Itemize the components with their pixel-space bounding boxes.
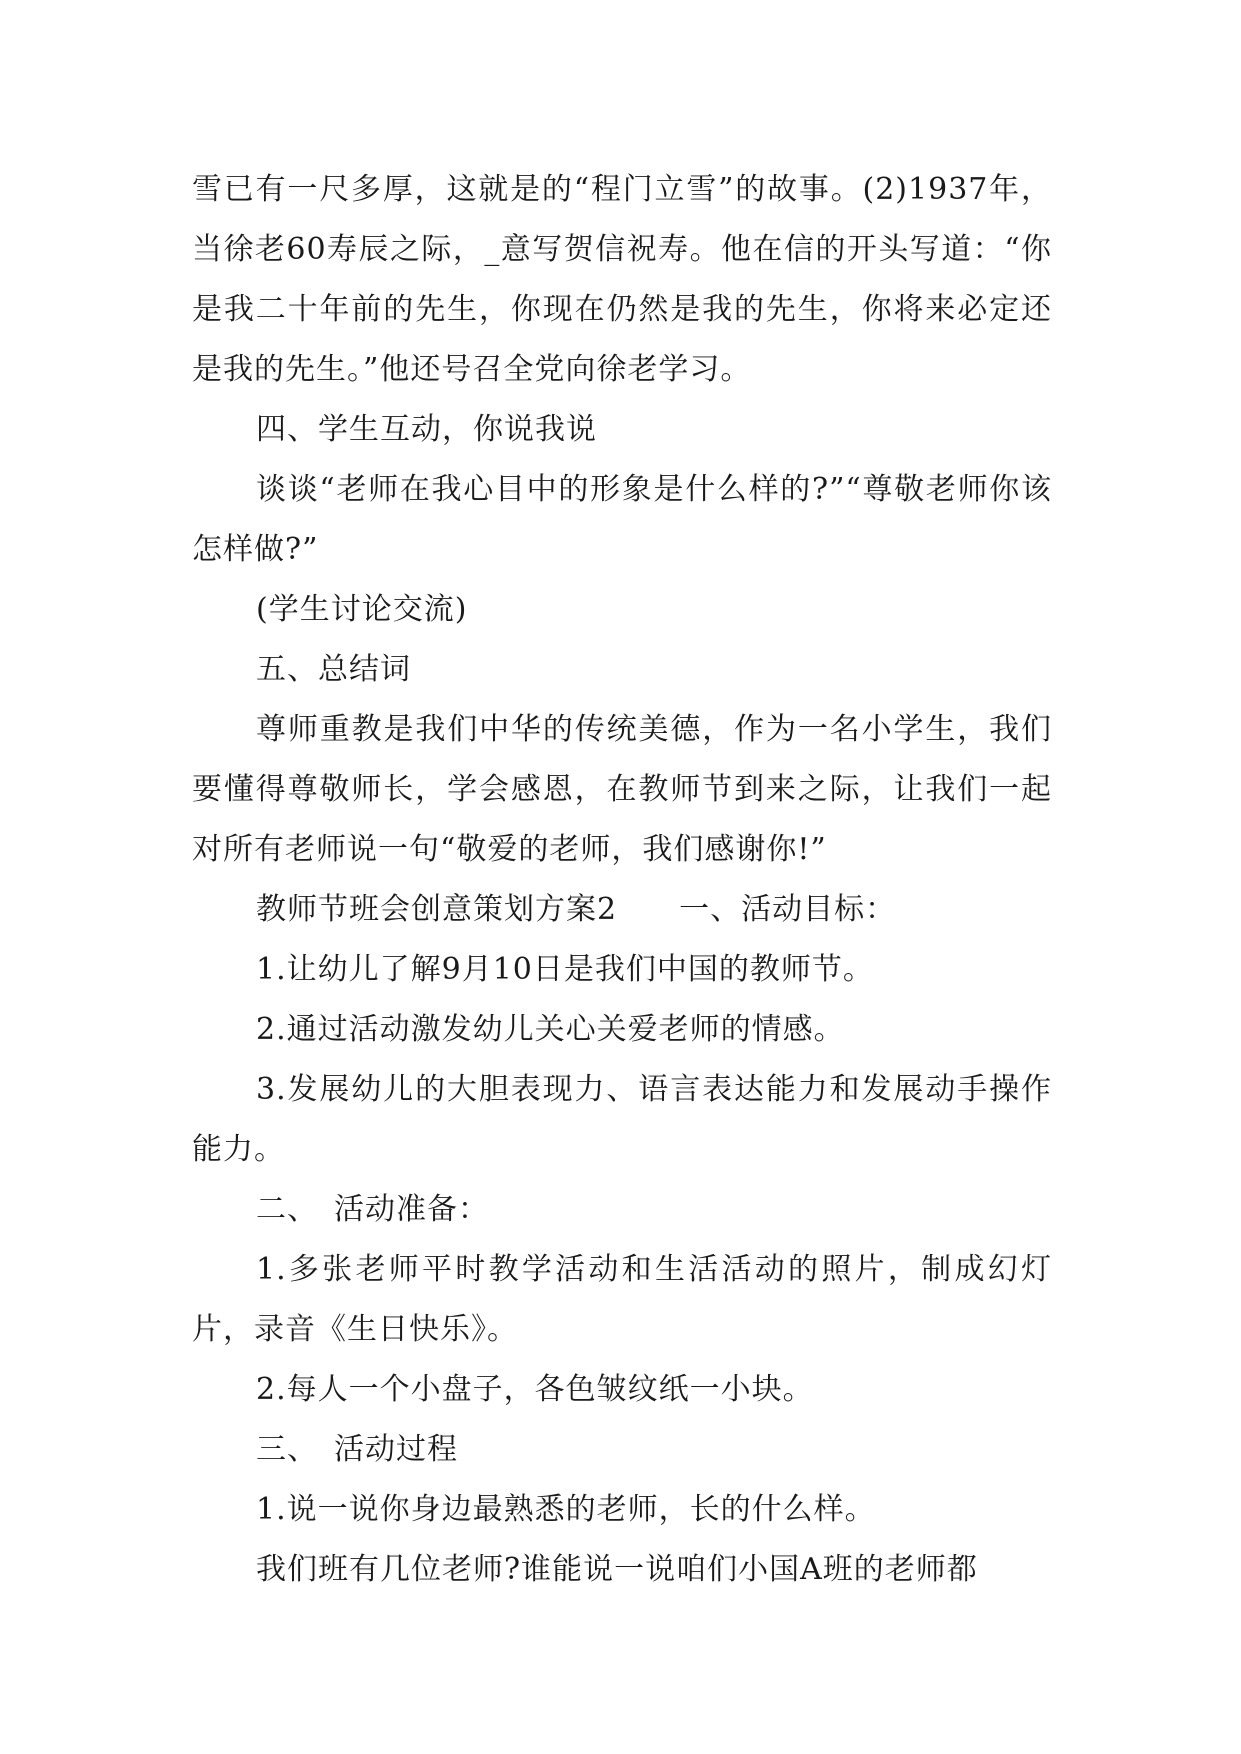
preparation-item-1: 1.多张老师平时教学活动和生活活动的照片，制成幻灯片，录音《生日快乐》。: [192, 1252, 1052, 1347]
goal-item-1: 1.让幼儿了解9月10日是我们中国的教师节。: [256, 952, 874, 987]
section-heading-process: 三、 活动过程: [256, 1432, 458, 1467]
preparation-item-2: 2.每人一个小盘子，各色皱纹纸一小块。: [256, 1372, 814, 1407]
document-body: [192, 160, 1052, 1600]
paragraph-class-teachers: 我们班有几位老师?谁能说一说咱们小国A班的老师都: [256, 1552, 978, 1587]
paragraph-discussion-questions: 谈谈“老师在我心目中的形象是什么样的?”“尊敬老师你该怎样做?”: [192, 472, 1052, 567]
goal-item-3: 3.发展幼儿的大胆表现力、语言表达能力和发展动手操作能力。: [192, 1072, 1052, 1167]
section-heading-summary: 五、总结词: [256, 652, 411, 687]
paragraph-cheng-men-li-xue: 雪已有一尺多厚，这就是的“程门立雪”的故事。(2)1937年，当徐老60寿辰之际，_意写贺信祝寿。他在信的开头写道：“你是我二十年前的先生，你现在仍然是我的先生，你将来必定还是我的先生。”他还号召全党向徐老学习。: [192, 172, 1052, 387]
plan-title-and-goals-heading: 教师节班会创意策划方案2 一、活动目标：: [256, 892, 897, 927]
paragraph-student-discussion: (学生讨论交流): [256, 592, 468, 627]
process-item-1: 1.说一说你身边最熟悉的老师，长的什么样。: [256, 1492, 876, 1527]
paragraph-summary: 尊师重教是我们中华的传统美德，作为一名小学生，我们要懂得尊敬师长，学会感恩，在教师节到来之际，让我们一起对所有老师说一句“敬爱的老师，我们感谢你!”: [192, 712, 1052, 867]
goal-item-2: 2.通过活动激发幼儿关心关爱老师的情感。: [256, 1012, 845, 1047]
section-heading-student-interaction: 四、学生互动，你说我说: [256, 412, 597, 447]
section-heading-preparation: 二、 活动准备：: [256, 1192, 489, 1227]
